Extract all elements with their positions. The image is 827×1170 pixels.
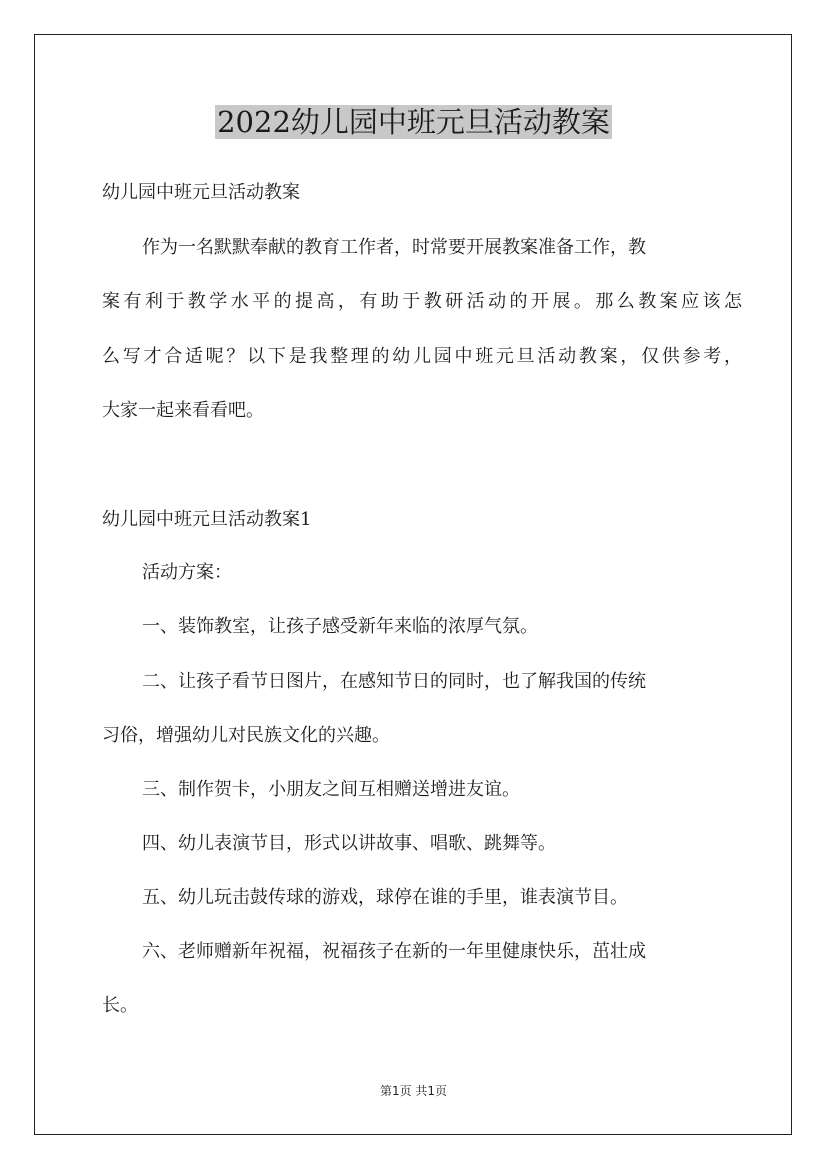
page-number-footer: 第1页 共1页 bbox=[379, 1084, 448, 1098]
plan-item-6-line-1: 六、老师赠新年祝福，祝福孩子在新的一年里健康快乐，茁壮成 bbox=[142, 941, 646, 962]
document-title bbox=[0, 102, 827, 142]
plan-item-1: 一、装饰教室，让孩子感受新年来临的浓厚气氛。 bbox=[142, 616, 538, 637]
plan-item-2-line-2: 习俗，增强幼儿对民族文化的兴趣。 bbox=[102, 725, 390, 746]
intro-paragraph-line-4: 大家一起来看看吧。 bbox=[102, 400, 264, 421]
intro-paragraph-line-3: 么写才合适呢？以下是我整理的幼儿园中班元旦活动教案，仅供参考， bbox=[102, 346, 742, 367]
plan-label: 活动方案： bbox=[142, 562, 232, 583]
section-heading-plan-1: 幼儿园中班元旦活动教案1 bbox=[102, 509, 312, 530]
intro-paragraph-line-1: 作为一名默默奉献的教育工作者，时常要开展教案准备工作，教 bbox=[142, 237, 646, 258]
plan-item-6-line-2: 长。 bbox=[102, 995, 138, 1016]
document-title-text: 2022幼儿园中班元旦活动教案 bbox=[217, 105, 610, 139]
plan-item-5: 五、幼儿玩击鼓传球的游戏，球停在谁的手里，谁表演节目。 bbox=[142, 887, 628, 908]
section-heading-intro: 幼儿园中班元旦活动教案 bbox=[102, 182, 300, 203]
plan-item-2-line-1: 二、让孩子看节日图片，在感知节日的同时，也了解我国的传统 bbox=[142, 671, 646, 692]
plan-item-4: 四、幼儿表演节目，形式以讲故事、唱歌、跳舞等。 bbox=[142, 833, 556, 854]
plan-item-3: 三、制作贺卡，小朋友之间互相赠送增进友谊。 bbox=[142, 779, 520, 800]
intro-paragraph-line-2: 案有利于教学水平的提高，有助于教研活动的开展。那么教案应该怎 bbox=[102, 291, 742, 312]
